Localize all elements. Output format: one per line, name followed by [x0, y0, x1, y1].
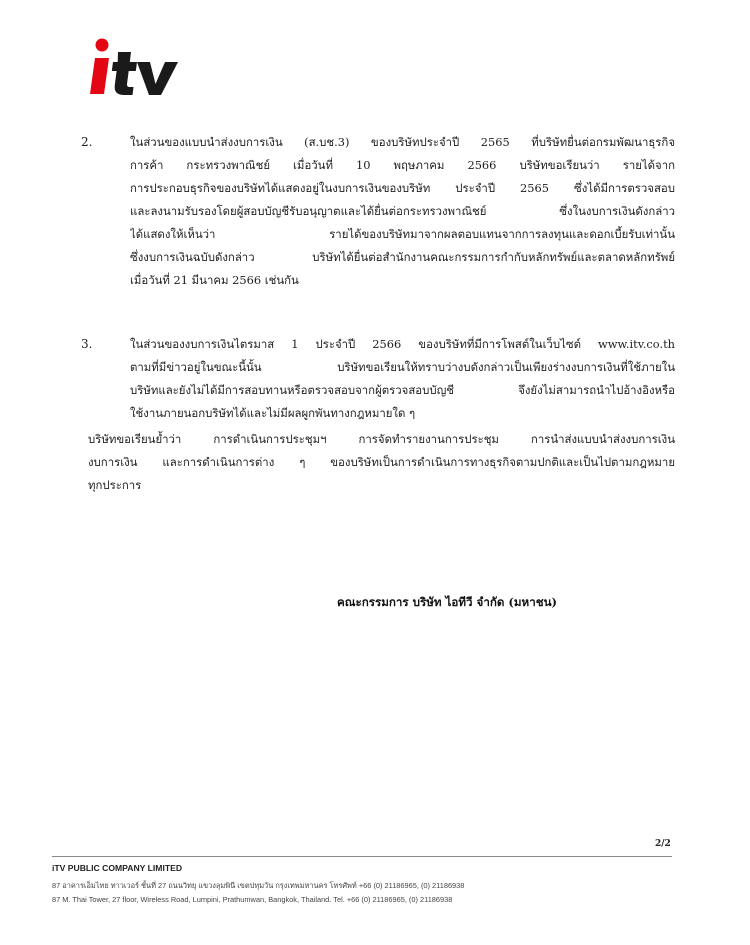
text-line: ใช้งานภายนอกบริษัทได้และไม่มีผลผูกพันทางกฎหมายใด ๆ — [130, 406, 416, 420]
logo-letter-i — [90, 58, 109, 94]
text-line: ได้แสดงให้เห็นว่า รายได้ของบริษัทมาจากผลตอบแทนจากการลงทุนและดอกเบี้ยรับเท่านั้น — [130, 227, 675, 241]
itv-logo-graphic — [85, 38, 185, 98]
itv-logo — [85, 38, 185, 98]
text-line: บริษัทและยังไม่ได้มีการสอบทานหรือตรวจสอบจากผู้ตรวจสอบบัญชี จึงยังไม่สามารถนำไปอ้างอิงหรือ — [130, 383, 675, 397]
item-number: 2. — [81, 135, 93, 149]
text-line: งบการเงิน และการดำเนินการต่าง ๆ ของบริษัทเป็นการดำเนินการทางธุรกิจตามปกติและเป็นไปตามกฎหมาย — [88, 455, 675, 469]
text-line: ทุกประการ — [88, 478, 142, 492]
footer-divider — [52, 856, 672, 857]
item-text — [130, 333, 675, 425]
text-line: บริษัทขอเรียนย้ำว่า การดำเนินการประชุมฯ การจัดทำรายงานการประชุม การนำส่งแบบนำส่งงบการเงิน — [88, 432, 675, 446]
footer-company-name: iTV PUBLIC COMPANY LIMITED — [52, 863, 183, 873]
page-number: 2/2 — [655, 839, 671, 849]
footer-address-thai: 87 อาคารเอ็มไทย ทาวเวอร์ ชั้นที่ 27 ถนนวิทยุ แขวงลุมพินี เขตปทุมวัน กรุงเทพมหานคร โทรศัพท์ +66 (0) 21186965, (0) 21186938 — [52, 881, 465, 890]
item-number: 3. — [81, 337, 93, 351]
item-text — [130, 131, 675, 292]
text-line: การค้า กระทรวงพาณิชย์ เมื่อวันที่ 10 พฤษภาคม 2566 บริษัทขอเรียนว่า รายได้จาก — [130, 158, 675, 172]
text-line: ซึ่งงบการเงินฉบับดังกล่าว บริษัทได้ยื่นต่อสำนักงานคณะกรรมการกำกับหลักทรัพย์และตลาดหลักทรัพย์ — [130, 250, 675, 264]
logo-letter-t — [112, 52, 137, 95]
text-line: ในส่วนของงบการเงินไตรมาส 1 ประจำปี 2566 ของบริษัทที่มีการโพสต์ในเว็บไซต์ www.itv.co.th — [130, 337, 675, 351]
footer-address-english: 87 M. Thai Tower, 27 floor, Wireless Road, Lumpini, Prathumwan, Bangkok, Thailand. Tel. +66 (0) 21186965, (0) 21186938 — [52, 895, 453, 904]
text-line: และลงนามรับรองโดยผู้สอบบัญชีรับอนุญาตและได้ยื่นต่อกระทรวงพาณิชย์ ซึ่งในงบการเงินดังกล่าว — [130, 204, 675, 218]
closing-paragraph — [88, 428, 675, 497]
signature-line: คณะกรรมการ บริษัท ไอทีวี จำกัด (มหาชน) — [337, 595, 557, 609]
logo-letter-v — [137, 62, 178, 95]
text-line: ในส่วนของแบบนำส่งงบการเงิน (ส.บช.3) ของบริษัทประจำปี 2565 ที่บริษัทยื่นต่อกรมพัฒนาธุรกิจ — [130, 135, 675, 149]
text-line: ตามที่มีข่าวอยู่ในขณะนี้นั้น บริษัทขอเรียนให้ทราบว่างบดังกล่าวเป็นเพียงร่างงบการเงินที่ใช้ภายใน — [130, 360, 675, 374]
text-line: การประกอบธุรกิจของบริษัทได้แสดงอยู่ในงบการเงินของบริษัท ประจำปี 2565 ซึ่งได้มีการตรวจสอบ — [130, 181, 675, 195]
text-line: เมื่อวันที่ 21 มีนาคม 2566 เช่นกัน — [130, 273, 299, 287]
logo-dot — [96, 39, 109, 52]
